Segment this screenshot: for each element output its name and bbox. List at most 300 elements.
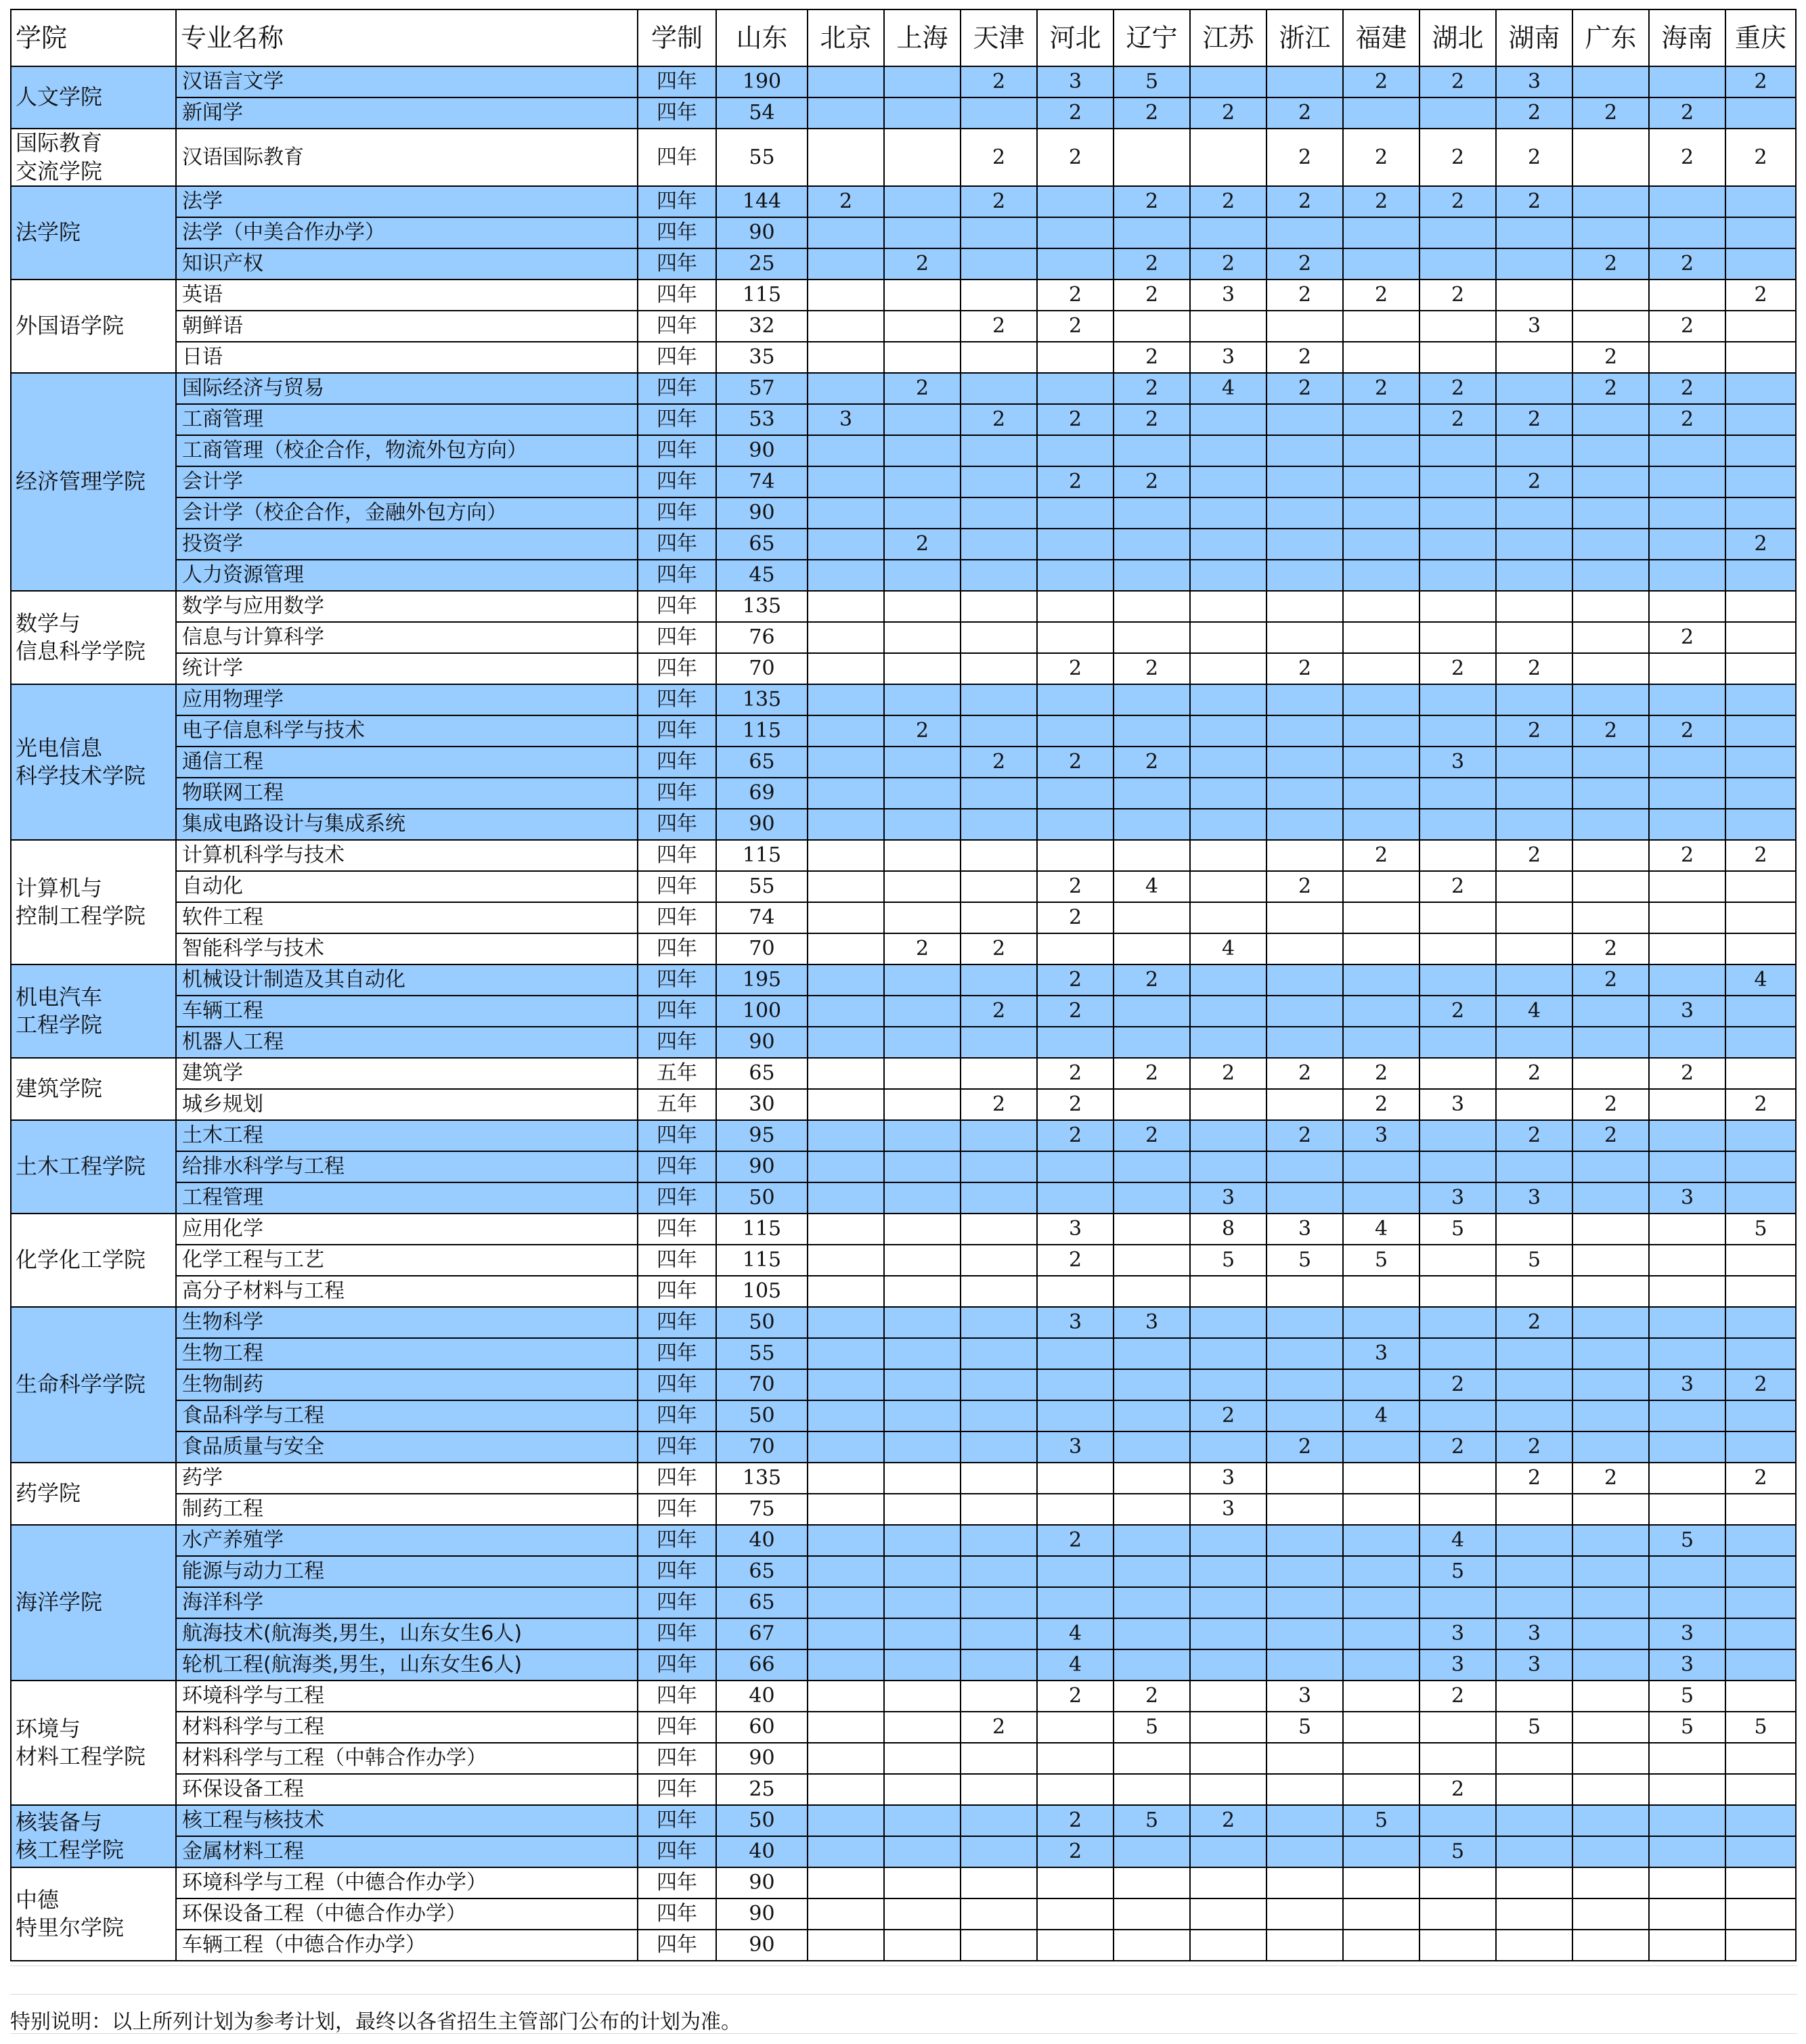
quota-cell: 3: [1649, 1618, 1725, 1649]
quota-cell: [884, 497, 961, 529]
quota-cell: 5: [1114, 1805, 1190, 1836]
quota-cell: [1725, 1805, 1796, 1836]
major-name: 金属材料工程: [176, 1836, 638, 1867]
table-row: [11, 902, 1796, 933]
college-name: 核装备与 核工程学院: [11, 1805, 176, 1867]
table-row: [11, 1027, 1796, 1058]
quota-cell: [884, 1338, 961, 1369]
quota-cell: [1267, 715, 1343, 747]
quota-cell: [1114, 1027, 1190, 1058]
quota-cell: [808, 809, 884, 840]
quota-cell: [808, 1338, 884, 1369]
quota-cell: [1496, 1494, 1572, 1525]
quota-cell: [961, 1587, 1037, 1618]
quota-cell: 66: [716, 1649, 808, 1681]
quota-cell: [1496, 1587, 1572, 1618]
quota-cell: [1572, 653, 1649, 684]
quota-cell: [1114, 435, 1190, 466]
major-name: 信息与计算科学: [176, 622, 638, 653]
college-name: 机电汽车 工程学院: [11, 964, 176, 1058]
quota-cell: [1037, 778, 1114, 809]
quota-cell: [1343, 1743, 1419, 1774]
quota-cell: [1419, 684, 1496, 715]
quota-cell: 2: [1190, 248, 1267, 280]
enrollment-plan-sheet: [10, 9, 1797, 1961]
quota-cell: [961, 373, 1037, 404]
quota-cell: [1037, 1151, 1114, 1182]
quota-cell: [1419, 1338, 1496, 1369]
quota-cell: [1572, 1618, 1649, 1649]
quota-cell: [808, 1712, 884, 1743]
quota-cell: 2: [1190, 1400, 1267, 1431]
quota-cell: [808, 1805, 884, 1836]
major-name: 软件工程: [176, 902, 638, 933]
table-row: [11, 66, 1796, 97]
quota-cell: [1267, 1182, 1343, 1214]
quota-cell: 4: [1037, 1649, 1114, 1681]
quota-cell: [1725, 747, 1796, 778]
quota-cell: [1037, 342, 1114, 373]
quota-cell: 2: [1037, 311, 1114, 342]
quota-cell: [961, 217, 1037, 248]
quota-cell: 2: [1496, 1307, 1572, 1338]
quota-cell: 2: [1572, 715, 1649, 747]
quota-cell: [1725, 248, 1796, 280]
quota-cell: [1496, 280, 1572, 311]
quota-cell: [1343, 1867, 1419, 1898]
quota-cell: [961, 1027, 1037, 1058]
quota-cell: [1496, 217, 1572, 248]
quota-cell: [1037, 1743, 1114, 1774]
quota-cell: 5: [1114, 1712, 1190, 1743]
quota-cell: 3: [1190, 1182, 1267, 1214]
quota-cell: 5: [1343, 1805, 1419, 1836]
quota-cell: [1725, 591, 1796, 622]
table-row: [11, 1463, 1796, 1494]
duration-cell: 四年: [638, 466, 716, 497]
quota-cell: [1496, 1898, 1572, 1930]
quota-cell: 2: [1343, 280, 1419, 311]
quota-cell: [1114, 715, 1190, 747]
quota-cell: [1114, 809, 1190, 840]
quota-cell: [1267, 1525, 1343, 1556]
major-name: 日语: [176, 342, 638, 373]
quota-cell: 40: [716, 1525, 808, 1556]
quota-cell: [1190, 435, 1267, 466]
quota-cell: [1267, 840, 1343, 871]
quota-cell: 2: [961, 129, 1037, 186]
quota-cell: [1343, 964, 1419, 996]
quota-cell: [1190, 1712, 1267, 1743]
quota-cell: [1649, 1120, 1725, 1151]
table-row: [11, 653, 1796, 684]
quota-cell: [1343, 1307, 1419, 1338]
duration-cell: 四年: [638, 1400, 716, 1431]
major-name: 环境科学与工程（中德合作办学）: [176, 1867, 638, 1898]
quota-cell: [961, 1898, 1037, 1930]
quota-cell: 2: [1267, 1431, 1343, 1463]
quota-cell: [808, 1245, 884, 1276]
major-name: 电子信息科学与技术: [176, 715, 638, 747]
quota-cell: [1725, 1307, 1796, 1338]
quota-cell: [1572, 871, 1649, 902]
major-name: 应用物理学: [176, 684, 638, 715]
quota-cell: 2: [1114, 97, 1190, 129]
table-row: [11, 186, 1796, 217]
duration-cell: 四年: [638, 684, 716, 715]
quota-cell: 32: [716, 311, 808, 342]
quota-cell: [1267, 747, 1343, 778]
quota-cell: [884, 1058, 961, 1089]
table-row: [11, 1431, 1796, 1463]
quota-cell: [1419, 466, 1496, 497]
quota-cell: [808, 1743, 884, 1774]
quota-cell: [808, 129, 884, 186]
quota-cell: [1190, 653, 1267, 684]
quota-cell: [1572, 1151, 1649, 1182]
quota-cell: [961, 1556, 1037, 1587]
quota-cell: [1649, 1836, 1725, 1867]
quota-cell: [1037, 715, 1114, 747]
quota-cell: [1343, 778, 1419, 809]
quota-cell: 3: [1267, 1681, 1343, 1712]
quota-cell: [1267, 902, 1343, 933]
quota-cell: [961, 902, 1037, 933]
quota-cell: 2: [1496, 1120, 1572, 1151]
quota-cell: [1649, 1743, 1725, 1774]
quota-cell: [1649, 933, 1725, 964]
table-row: [11, 1774, 1796, 1805]
quota-cell: [1572, 66, 1649, 97]
quota-cell: 3: [1496, 1182, 1572, 1214]
quota-cell: [808, 715, 884, 747]
quota-cell: [961, 497, 1037, 529]
quota-cell: 2: [1572, 964, 1649, 996]
quota-cell: [1037, 622, 1114, 653]
quota-cell: [1649, 280, 1725, 311]
quota-cell: [884, 1182, 961, 1214]
quota-cell: [1267, 1276, 1343, 1307]
quota-cell: 5: [1496, 1712, 1572, 1743]
quota-cell: 2: [1419, 373, 1496, 404]
quota-cell: [1190, 129, 1267, 186]
quota-cell: [1725, 1867, 1796, 1898]
quota-cell: 50: [716, 1400, 808, 1431]
quota-cell: [1114, 1898, 1190, 1930]
quota-cell: 3: [1190, 342, 1267, 373]
quota-cell: [1343, 1930, 1419, 1961]
quota-cell: 2: [1037, 747, 1114, 778]
quota-cell: [961, 97, 1037, 129]
table-row: [11, 778, 1796, 809]
quota-cell: [1267, 435, 1343, 466]
quota-cell: [884, 1930, 961, 1961]
quota-cell: [1190, 1276, 1267, 1307]
quota-cell: 2: [1419, 1431, 1496, 1463]
quota-cell: [1572, 217, 1649, 248]
quota-cell: [1037, 809, 1114, 840]
quota-cell: 2: [1114, 404, 1190, 435]
quota-cell: 190: [716, 66, 808, 97]
quota-cell: 2: [1725, 66, 1796, 97]
quota-cell: [1267, 1743, 1343, 1774]
quota-cell: 8: [1190, 1214, 1267, 1245]
special-note: 特别说明：以上所列计划为参考计划，最终以各省招生主管部门公布的计划为准。: [10, 2010, 741, 2034]
duration-cell: 四年: [638, 653, 716, 684]
quota-cell: [808, 280, 884, 311]
quota-cell: [1037, 435, 1114, 466]
quota-cell: [884, 1649, 961, 1681]
quota-cell: [1343, 871, 1419, 902]
quota-cell: [1190, 840, 1267, 871]
quota-cell: 5: [1267, 1712, 1343, 1743]
table-body: [11, 66, 1796, 1961]
quota-cell: [1419, 217, 1496, 248]
quota-cell: [1114, 1245, 1190, 1276]
quota-cell: 2: [1725, 840, 1796, 871]
major-name: 高分子材料与工程: [176, 1276, 638, 1307]
table-row: [11, 466, 1796, 497]
college-name: 国际教育 交流学院: [11, 129, 176, 186]
quota-cell: 2: [1343, 186, 1419, 217]
quota-cell: [1343, 1681, 1419, 1712]
quota-cell: [1037, 1494, 1114, 1525]
quota-cell: [1114, 1618, 1190, 1649]
quota-cell: [1419, 1058, 1496, 1089]
quota-cell: [808, 1182, 884, 1214]
major-name: 水产养殖学: [176, 1525, 638, 1556]
quota-cell: [1343, 684, 1419, 715]
quota-cell: [1496, 747, 1572, 778]
quota-cell: [1572, 1400, 1649, 1431]
quota-cell: [1037, 591, 1114, 622]
duration-cell: 四年: [638, 1245, 716, 1276]
quota-cell: 2: [1725, 529, 1796, 560]
quota-cell: [1267, 1649, 1343, 1681]
quota-cell: 2: [1037, 964, 1114, 996]
table-row: [11, 1867, 1796, 1898]
duration-cell: 四年: [638, 902, 716, 933]
duration-cell: 四年: [638, 871, 716, 902]
quota-cell: [1343, 1494, 1419, 1525]
quota-cell: [884, 684, 961, 715]
quota-cell: [1419, 560, 1496, 591]
quota-cell: [808, 342, 884, 373]
quota-cell: 70: [716, 1369, 808, 1400]
quota-cell: 3: [1496, 66, 1572, 97]
duration-cell: 四年: [638, 933, 716, 964]
quota-cell: 2: [1267, 280, 1343, 311]
table-row: [11, 217, 1796, 248]
table-row: [11, 1214, 1796, 1245]
quota-cell: [961, 1058, 1037, 1089]
table-row: [11, 129, 1796, 186]
college-name: 土木工程学院: [11, 1120, 176, 1214]
quota-cell: [1572, 186, 1649, 217]
quota-cell: [1190, 1431, 1267, 1463]
quota-cell: 2: [1649, 1058, 1725, 1089]
quota-cell: 76: [716, 622, 808, 653]
quota-cell: [1114, 1525, 1190, 1556]
quota-cell: 2: [1267, 653, 1343, 684]
quota-cell: [1419, 1151, 1496, 1182]
quota-cell: [1725, 1898, 1796, 1930]
table-row: [11, 1120, 1796, 1151]
quota-cell: [1649, 1930, 1725, 1961]
quota-cell: [1725, 1151, 1796, 1182]
quota-cell: [1496, 684, 1572, 715]
quota-cell: [1419, 1898, 1496, 1930]
quota-cell: [1114, 497, 1190, 529]
college-name: 化学化工学院: [11, 1214, 176, 1307]
major-name: 自动化: [176, 871, 638, 902]
quota-cell: [1114, 1930, 1190, 1961]
quota-cell: 2: [1572, 933, 1649, 964]
header-province: 江苏: [1190, 9, 1267, 66]
quota-cell: [1114, 1836, 1190, 1867]
quota-cell: 3: [1267, 1214, 1343, 1245]
major-name: 法学（中美合作办学）: [176, 217, 638, 248]
major-name: 给排水科学与工程: [176, 1151, 638, 1182]
quota-cell: [961, 342, 1037, 373]
quota-cell: [884, 466, 961, 497]
quota-cell: 3: [1419, 1618, 1496, 1649]
quota-cell: [1114, 1556, 1190, 1587]
quota-cell: [1114, 1743, 1190, 1774]
quota-cell: 2: [1419, 129, 1496, 186]
quota-cell: [808, 778, 884, 809]
quota-cell: [1572, 684, 1649, 715]
quota-cell: 35: [716, 342, 808, 373]
quota-cell: [1496, 1276, 1572, 1307]
quota-cell: [1725, 1431, 1796, 1463]
quota-cell: 2: [1649, 840, 1725, 871]
quota-cell: 2: [1496, 715, 1572, 747]
quota-cell: [1496, 1774, 1572, 1805]
duration-cell: 四年: [638, 186, 716, 217]
quota-cell: [1190, 1307, 1267, 1338]
duration-cell: 四年: [638, 1867, 716, 1898]
duration-cell: 四年: [638, 1712, 716, 1743]
quota-cell: [884, 66, 961, 97]
quota-cell: [884, 1898, 961, 1930]
quota-cell: 65: [716, 1058, 808, 1089]
quota-cell: [884, 840, 961, 871]
quota-cell: [808, 1027, 884, 1058]
duration-cell: 四年: [638, 1338, 716, 1369]
quota-cell: [1114, 1400, 1190, 1431]
quota-cell: [1496, 373, 1572, 404]
quota-cell: [1496, 902, 1572, 933]
quota-cell: 115: [716, 280, 808, 311]
table-row: [11, 1836, 1796, 1867]
duration-cell: 四年: [638, 1027, 716, 1058]
quota-cell: [1190, 66, 1267, 97]
duration-cell: 四年: [638, 560, 716, 591]
quota-cell: [808, 1556, 884, 1587]
quota-cell: [1267, 311, 1343, 342]
quota-cell: [1649, 342, 1725, 373]
quota-cell: 2: [1649, 404, 1725, 435]
header-duration: 学制: [638, 9, 716, 66]
header-row: [11, 9, 1796, 66]
empty-grid-line: [10, 1965, 1797, 1966]
quota-cell: 2: [1037, 1836, 1114, 1867]
duration-cell: 四年: [638, 280, 716, 311]
quota-cell: [1496, 933, 1572, 964]
major-name: 工程管理: [176, 1182, 638, 1214]
table-row: [11, 1681, 1796, 1712]
header-college: 学院: [11, 9, 176, 66]
major-name: 生物工程: [176, 1338, 638, 1369]
quota-cell: [884, 1307, 961, 1338]
major-name: 航海技术(航海类,男生，山东女生6人): [176, 1618, 638, 1649]
empty-grid-line: [10, 1994, 1797, 1995]
quota-cell: [1267, 560, 1343, 591]
quota-cell: 65: [716, 1587, 808, 1618]
quota-cell: [1572, 1556, 1649, 1587]
quota-cell: 90: [716, 497, 808, 529]
quota-cell: [884, 1618, 961, 1649]
table-row: [11, 435, 1796, 466]
quota-cell: [1649, 497, 1725, 529]
quota-cell: 105: [716, 1276, 808, 1307]
quota-cell: [1496, 497, 1572, 529]
quota-cell: 2: [1496, 97, 1572, 129]
quota-cell: 50: [716, 1805, 808, 1836]
quota-cell: [961, 1774, 1037, 1805]
quota-cell: [1190, 497, 1267, 529]
quota-cell: [1572, 129, 1649, 186]
quota-cell: 57: [716, 373, 808, 404]
quota-cell: 90: [716, 1151, 808, 1182]
quota-cell: [884, 622, 961, 653]
quota-cell: 2: [1343, 1089, 1419, 1120]
quota-cell: 90: [716, 1867, 808, 1898]
quota-cell: [1649, 902, 1725, 933]
quota-cell: [808, 1898, 884, 1930]
quota-cell: [1725, 1494, 1796, 1525]
duration-cell: 四年: [638, 778, 716, 809]
major-name: 城乡规划: [176, 1089, 638, 1120]
quota-cell: 2: [884, 933, 961, 964]
quota-cell: [1419, 964, 1496, 996]
quota-cell: [1190, 1867, 1267, 1898]
quota-cell: [1037, 560, 1114, 591]
major-name: 食品质量与安全: [176, 1431, 638, 1463]
quota-cell: [1572, 497, 1649, 529]
college-name: 法学院: [11, 186, 176, 280]
quota-cell: [1037, 840, 1114, 871]
quota-cell: 5: [1419, 1214, 1496, 1245]
duration-cell: 四年: [638, 529, 716, 560]
quota-cell: [1419, 591, 1496, 622]
quota-cell: [1649, 1338, 1725, 1369]
quota-cell: [808, 1587, 884, 1618]
quota-cell: [884, 1276, 961, 1307]
quota-cell: [1496, 1930, 1572, 1961]
quota-cell: 3: [1037, 1307, 1114, 1338]
major-name: 人力资源管理: [176, 560, 638, 591]
quota-cell: [1037, 1930, 1114, 1961]
header-major: 专业名称: [176, 9, 638, 66]
major-name: 通信工程: [176, 747, 638, 778]
quota-cell: [1572, 1712, 1649, 1743]
quota-cell: [1343, 248, 1419, 280]
table-row: [11, 497, 1796, 529]
quota-cell: [1343, 311, 1419, 342]
quota-cell: [1114, 311, 1190, 342]
